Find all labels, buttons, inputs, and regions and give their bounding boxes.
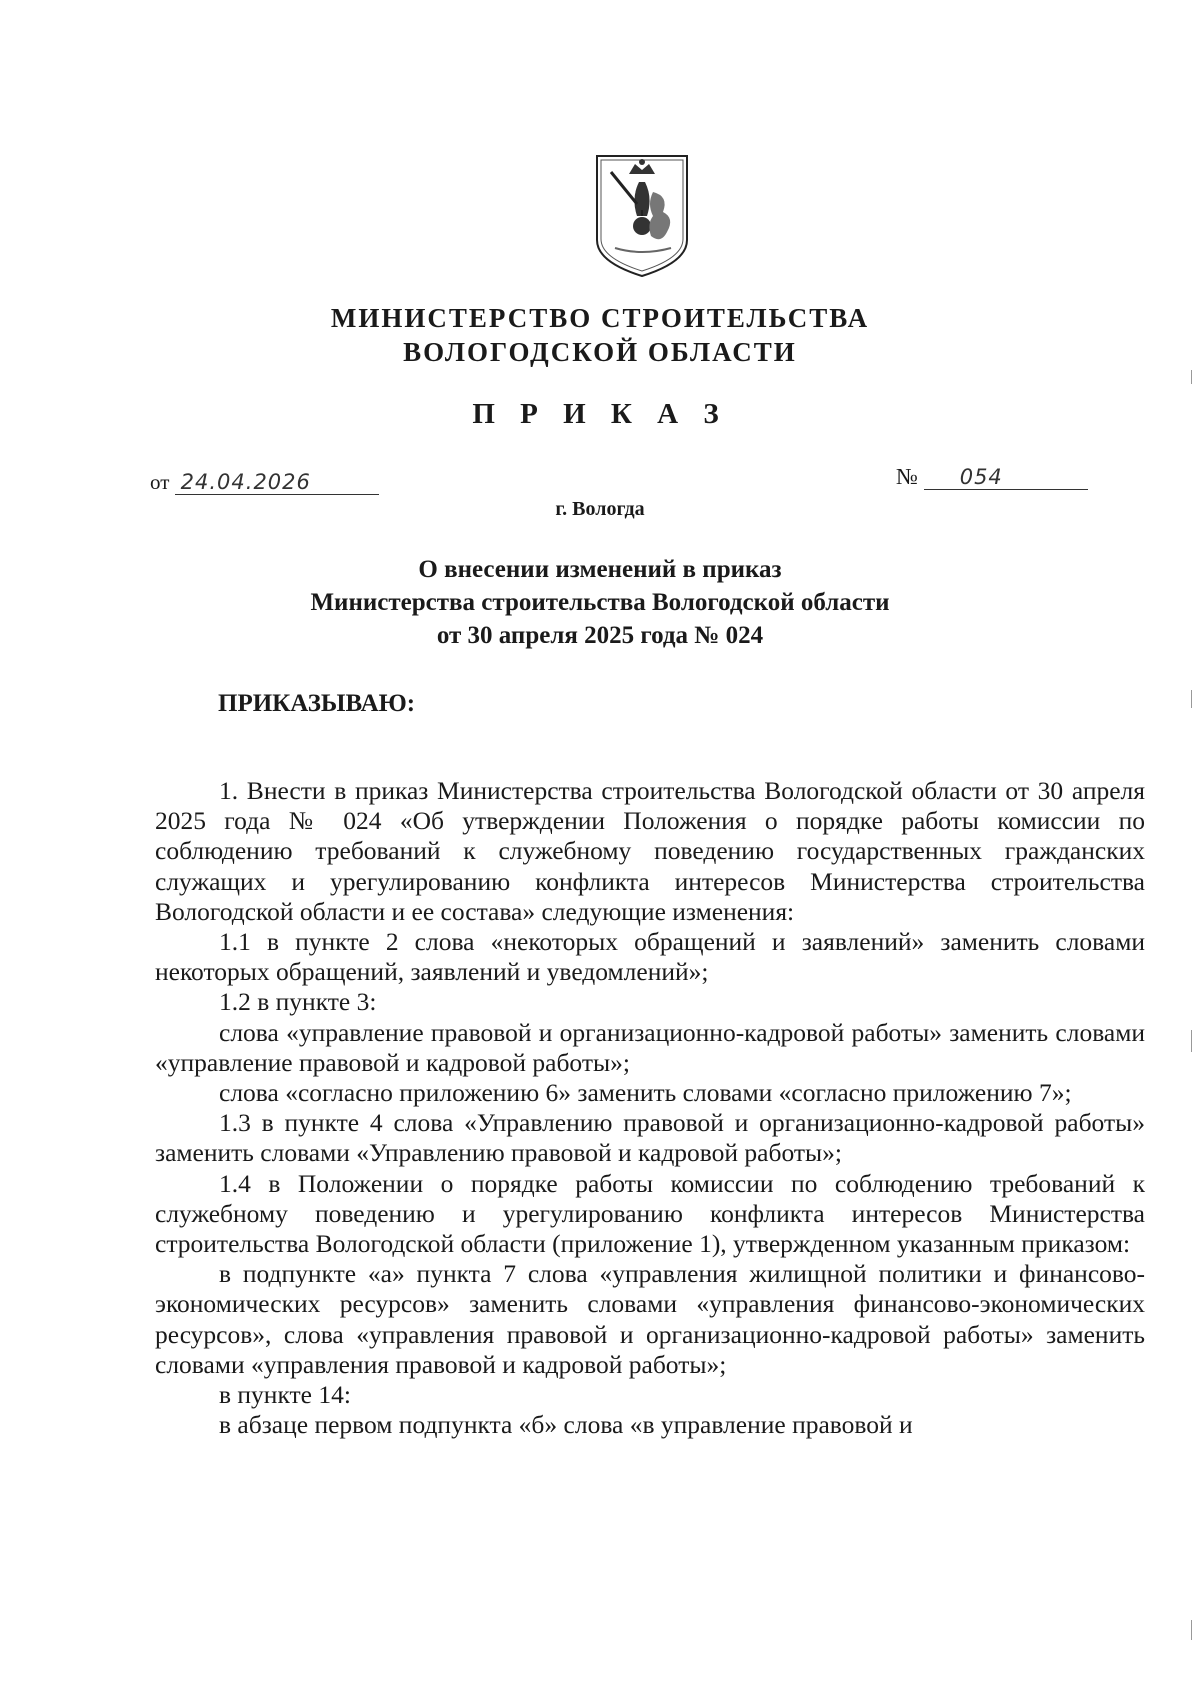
paragraph: 1.3 в пункте 4 слова «Управлению правовой и организационно-кадровой работы» заменить словами «Управлению правовой и кадровой работы»;	[155, 1108, 1145, 1168]
scan-mark	[1191, 690, 1192, 708]
paragraph: в абзаце первом подпункта «б» слова «в управление правовой и	[219, 1410, 913, 1440]
paragraph: 1.4 в Положении о порядке работы комиссии по соблюдению требований к служебному поведению и урегулированию конфликта интересов Министерства строительства Вологодской области (приложение 1), утвержденном указанным приказом:	[155, 1168, 1145, 1259]
order-word: ПРИКАЗЫВАЮ:	[218, 690, 416, 717]
paragraph: 1.2 в пункте 3:	[219, 987, 377, 1017]
subject-line-1: О внесении изменений в приказ	[418, 556, 782, 583]
number-field	[896, 464, 1088, 490]
subject-line-2: Министерства строительства Вологодской области	[310, 589, 890, 616]
date-field	[150, 470, 379, 495]
subject-line-3: от 30 апреля 2025 года № 024	[436, 622, 764, 649]
date-value: 24.04.2026	[175, 470, 379, 495]
ministry-name-line-2: ВОЛОГОДСКОЙ ОБЛАСТИ	[403, 337, 797, 367]
document-type: П Р И К А З	[472, 398, 728, 430]
scan-mark	[1191, 1620, 1192, 1640]
paragraph: слова «согласно приложению 6» заменить словами «согласно приложению 7»;	[219, 1078, 1072, 1108]
date-prefix: от	[150, 470, 170, 494]
city: г. Вологда	[555, 498, 645, 520]
scan-mark	[1191, 1030, 1192, 1052]
ministry-name-line-1: МИНИСТЕРСТВО СТРОИТЕЛЬСТВА	[330, 303, 870, 333]
scan-mark	[1191, 370, 1192, 384]
paragraph: в пункте 14:	[219, 1380, 351, 1410]
document-subject	[0, 553, 1200, 652]
document-body	[155, 776, 1145, 1440]
paragraph: слова «управление правовой и организационно-кадровой работы» заменить словами «управление правовой и кадровой работы»;	[155, 1017, 1145, 1077]
number-value: 054	[924, 465, 1088, 490]
paragraph: 1.1 в пункте 2 слова «некоторых обращений и заявлений» заменить словами некоторых обращений, заявлений и уведомлений»;	[155, 927, 1145, 987]
coat-of-arms-icon	[591, 152, 693, 280]
number-prefix: №	[896, 464, 918, 489]
paragraph: в подпункте «а» пункта 7 слова «управления жилищной политики и финансово-экономических ресурсов» заменить словами «управления финансово-экономических ресурсов», слова «управления правовой и организационно-кадровой работы» заменить словами «управления правовой и кадровой работы»;	[155, 1259, 1145, 1379]
paragraph: 1. Внести в приказ Министерства строительства Вологодской области от 30 апреля 2025 года № 024 «Об утверждении Положения о порядке работы комиссии по соблюдению требований к служебному поведению государственных гражданских служащих и урегулированию конфликта интересов Министерства строительства Вологодской области и ее состава» следующие изменения:	[155, 776, 1145, 926]
